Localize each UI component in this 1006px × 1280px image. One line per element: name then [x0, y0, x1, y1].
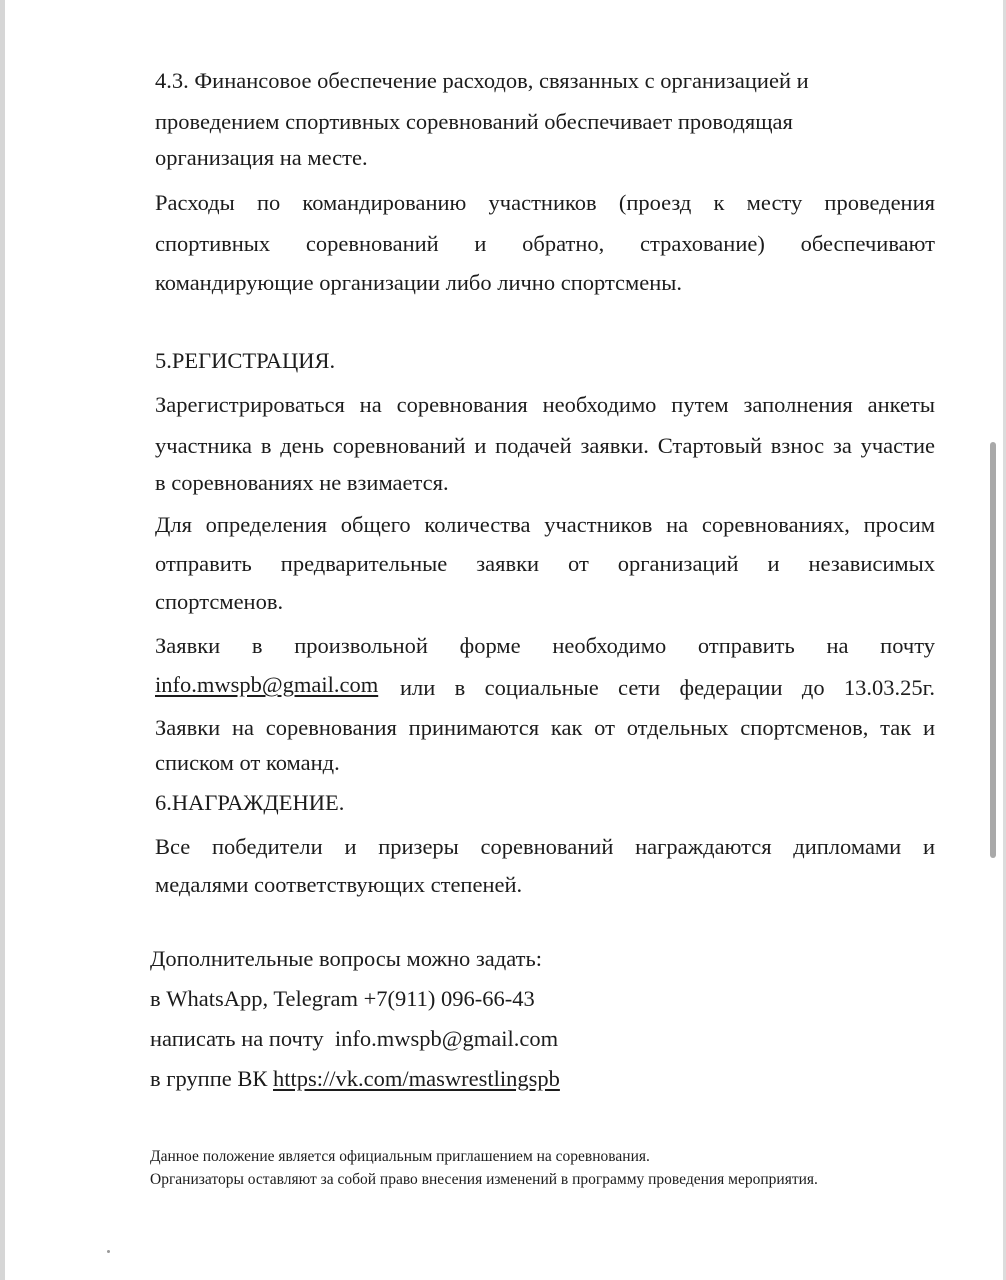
viewer-left-border: [0, 0, 5, 1280]
awards-line-1: Все победители и призеры соревнований награждаются дипломами и: [155, 834, 935, 859]
awards-line-2: медалями соответствующих степеней.: [155, 872, 523, 897]
section-6-heading: 6.НАГРАЖДЕНИЕ.: [155, 790, 345, 815]
contacts-email-line: [150, 1024, 558, 1054]
contacts-vk-prefix: в группе ВК: [150, 1066, 268, 1091]
registration-p4-line-1: Заявки на соревнования принимаются как от отдельных спортсменов, так и: [155, 715, 935, 740]
footer-note-line-2: Организаторы оставляют за собой право внесения изменений в программу проведения мероприятия.: [150, 1171, 818, 1188]
registration-email[interactable]: info.mwspb@gmail.com: [155, 672, 379, 697]
registration-p2-line-3: спортсменов.: [155, 589, 284, 614]
registration-p2-line-1: Для определения общего количества участников на соревнованиях, просим: [155, 512, 935, 537]
footer-note-line-1: Данное положение является официальным приглашением на соревнования.: [150, 1148, 650, 1165]
registration-p1-line-1: Зарегистрироваться на соревнования необходимо путем заполнения анкеты: [155, 392, 935, 417]
section-5-heading: 5.РЕГИСТРАЦИЯ.: [155, 348, 336, 373]
travel-expenses-line-3: командирующие организации либо лично спортсмены.: [155, 270, 683, 295]
contacts-intro: Дополнительные вопросы можно задать:: [150, 946, 542, 971]
scan-speck: [107, 1250, 110, 1253]
section-4-3-line-1: 4.3. Финансовое обеспечение расходов, связанных с организацией и: [155, 68, 809, 93]
vertical-scrollbar[interactable]: [990, 442, 996, 858]
registration-p2-line-2: отправить предварительные заявки от организаций и независимых: [155, 551, 935, 576]
registration-p1-line-2: участника в день соревнований и подачей заявки. Стартовый взнос за участие: [155, 433, 935, 458]
travel-expenses-line-2: спортивных соревнований и обратно, страхование) обеспечивают: [155, 231, 935, 256]
contacts-vk-line: [150, 1064, 560, 1094]
contacts-email-prefix: написать на почту: [150, 1026, 324, 1051]
section-4-3-line-2: проведением спортивных соревнований обеспечивает проводящая: [155, 109, 793, 134]
vk-group-link[interactable]: https://vk.com/maswrestlingspb: [273, 1066, 560, 1091]
registration-p3-line-2: или в социальные сети федерации до 13.03.25г.: [400, 675, 935, 700]
registration-p3-line-1: Заявки в произвольной форме необходимо отправить на почту: [155, 633, 935, 658]
registration-p1-line-3: в соревнованиях не взимается.: [155, 470, 449, 495]
registration-email-link[interactable]: [155, 670, 378, 700]
registration-p4-line-2: списком от команд.: [155, 750, 340, 775]
contacts-messengers: в WhatsApp, Telegram +7(911) 096-66-43: [150, 986, 535, 1011]
travel-expenses-line-1: Расходы по командированию участников (проезд к месту проведения: [155, 190, 935, 215]
contacts-email[interactable]: info.mwspb@gmail.com: [334, 1026, 559, 1051]
section-4-3-line-3: организация на месте.: [155, 145, 368, 170]
